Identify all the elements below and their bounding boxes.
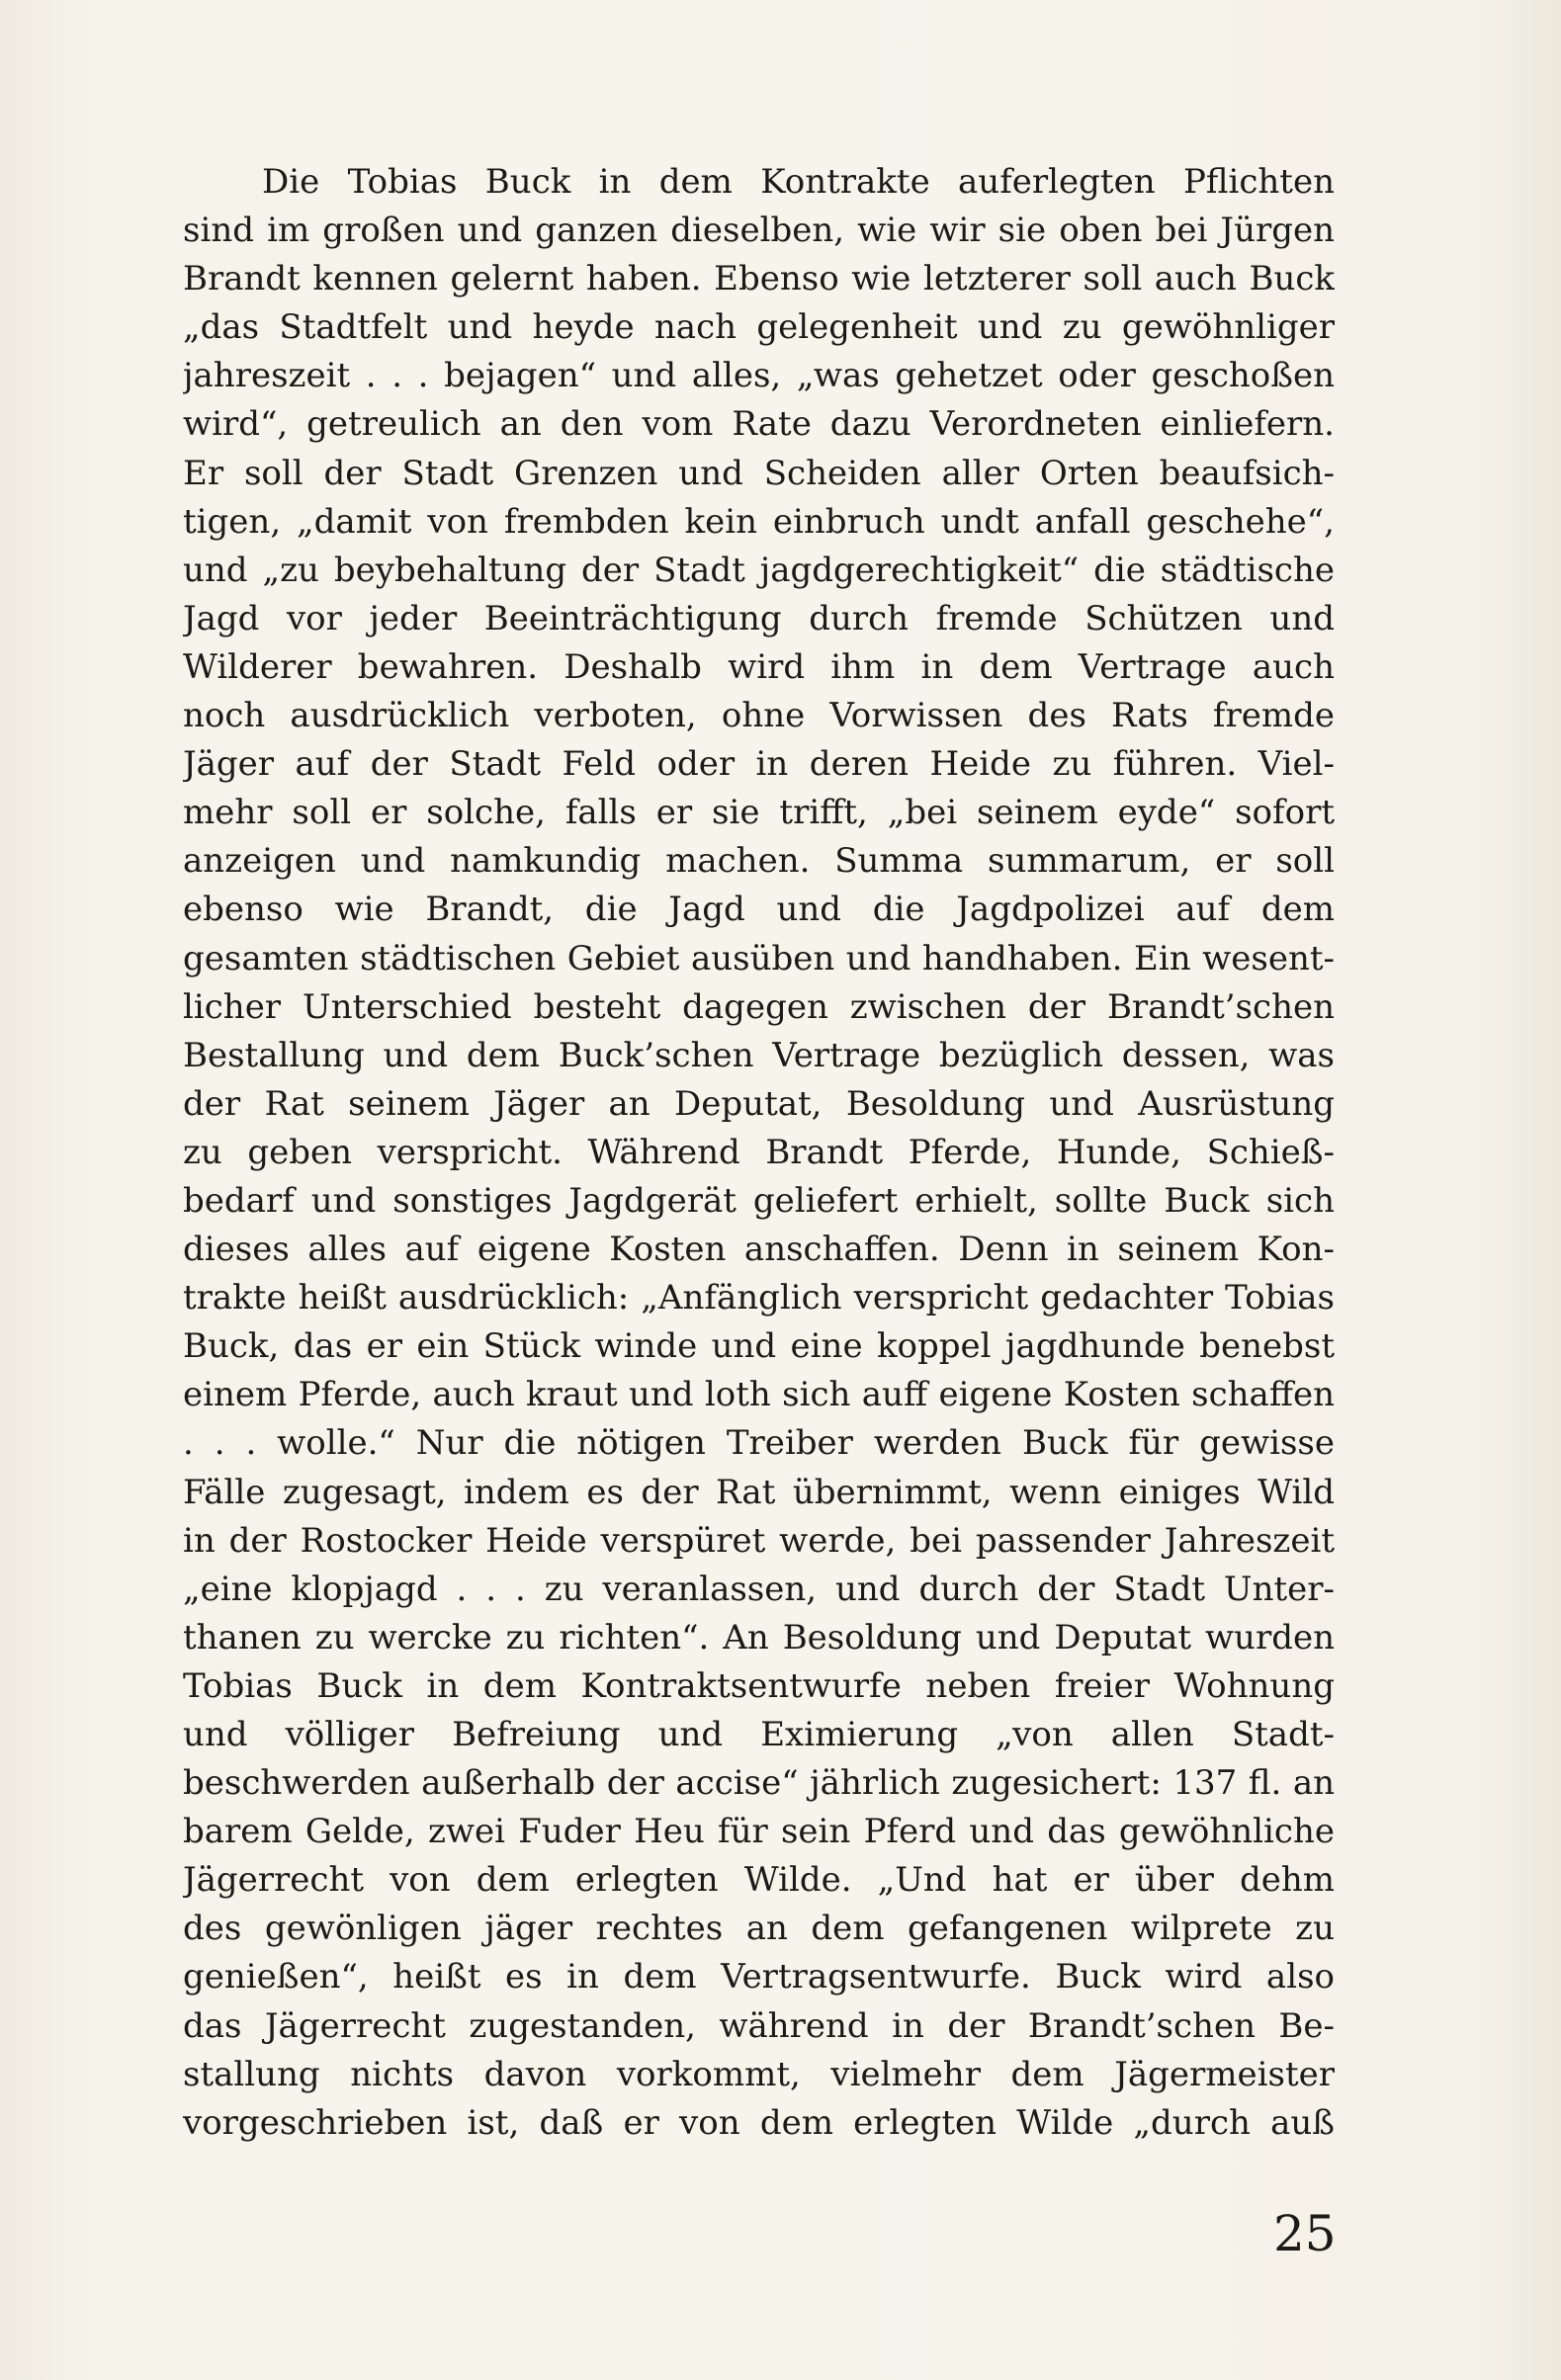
text-line: tigen, „damit von frembden kein einbruch undt anfall geschehe“, <box>183 501 1335 542</box>
text-line: wird“, getreulich an den vom Rate dazu Verordneten einliefern. <box>183 404 1335 445</box>
text-line: Jägerrecht von dem erlegten Wilde. „Und hat er über dehm <box>183 1860 1335 1901</box>
text-line: „eine klopjagd . . . zu veranlassen, und durch der Stadt Unter- <box>183 1569 1335 1609</box>
text-line: jahreszeit . . . bejagen“ und alles, „was gehetzet oder geschoßen <box>183 356 1335 396</box>
text-line: sind im großen und ganzen dieselben, wie wir sie oben bei Jürgen <box>183 211 1335 251</box>
text-line: Die Tobias Buck in dem Kontrakte auferlegten Pflichten <box>262 162 1335 202</box>
text-line: in der Rostocker Heide verspüret werde, bei passender Jahreszeit <box>183 1520 1335 1561</box>
text-line: genießen“, heißt es in dem Vertragsentwurfe. Buck wird also <box>183 1957 1335 1998</box>
text-line: vorgeschrieben ist, daß er von dem erlegten Wilde „durch auß <box>183 2102 1335 2143</box>
text-line: Tobias Buck in dem Kontraktsentwurfe neben freier Wohnung <box>183 1665 1335 1706</box>
page-number: 25 <box>1273 2205 1337 2262</box>
text-line: und „zu beybehaltung der Stadt jagdgerechtigkeit“ die städtische <box>183 550 1335 590</box>
text-line: einem Pferde, auch kraut und loth sich auff eigene Kosten schaffen <box>183 1375 1335 1415</box>
text-line: Jäger auf der Stadt Feld oder in deren Heide zu führen. Viel- <box>183 744 1335 785</box>
text-line: licher Unterschied besteht dagegen zwischen der Brandt’schen <box>183 986 1335 1027</box>
text-line: zu geben verspricht. Während Brandt Pferde, Hunde, Schieß- <box>183 1132 1335 1172</box>
body-text <box>183 158 1335 2148</box>
text-line: barem Gelde, zwei Fuder Heu für sein Pferd und das gewöhnliche <box>183 1812 1335 1852</box>
text-line: Er soll der Stadt Grenzen und Scheiden aller Orten beaufsich- <box>183 453 1335 493</box>
text-line: dieses alles auf eigene Kosten anschaffen. Denn in seinem Kon- <box>183 1230 1335 1270</box>
text-line: Buck, das er ein Stück winde und eine koppel jagdhunde benebst <box>183 1326 1335 1367</box>
text-line: anzeigen und namkundig machen. Summa summarum, er soll <box>183 841 1335 882</box>
text-line: Brandt kennen gelernt haben. Ebenso wie letzterer soll auch Buck <box>183 259 1335 299</box>
text-line: ebenso wie Brandt, die Jagd und die Jagdpolizei auf dem <box>183 890 1335 930</box>
text-line: „das Stadtfelt und heyde nach gelegenheit und zu gewöhnliger <box>183 307 1335 348</box>
text-line: . . . wolle.“ Nur die nötigen Treiber werden Buck für gewisse <box>183 1423 1335 1464</box>
text-line: stallung nichts davon vorkommt, vielmehr dem Jägermeister <box>183 2054 1335 2094</box>
text-line: des gewönligen jäger rechtes an dem gefangenen wilprete zu <box>183 1909 1335 1949</box>
text-line: Jagd vor jeder Beeinträchtigung durch fremde Schützen und <box>183 598 1335 638</box>
text-line: und völliger Befreiung und Eximierung „von allen Stadt- <box>183 1715 1335 1754</box>
text-line: thanen zu wercke zu richten“. An Besoldung und Deputat wurden <box>183 1617 1335 1658</box>
text-line: mehr soll er solche, falls er sie trifft, „bei seinem eyde“ sofort <box>183 793 1335 833</box>
text-line: Wilderer bewahren. Deshalb wird ihm in dem Vertrage auch <box>183 646 1335 687</box>
text-line: gesamten städtischen Gebiet ausüben und handhaben. Ein wesent- <box>183 938 1335 978</box>
text-line: beschwerden außerhalb der accise“ jährlich zugesichert: 137 fl. an <box>183 1763 1335 1804</box>
text-line: das Jägerrecht zugestanden, während in der Brandt’schen Be- <box>183 2005 1335 2046</box>
text-line: Fälle zugesagt, indem es der Rat übernimmt, wenn einiges Wild <box>183 1472 1335 1512</box>
text-line: noch ausdrücklich verboten, ohne Vorwissen des Rats fremde <box>183 696 1335 736</box>
text-line: bedarf und sonstiges Jagdgerät geliefert erhielt, sollte Buck sich <box>183 1180 1335 1221</box>
text-line: trakte heißt ausdrücklich: „Anfänglich verspricht gedachter Tobias <box>183 1278 1335 1318</box>
text-line: Bestallung und dem Buck’schen Vertrage bezüglich dessen, was <box>183 1035 1335 1075</box>
text-line: der Rat seinem Jäger an Deputat, Besoldung und Ausrüstung <box>183 1083 1335 1124</box>
